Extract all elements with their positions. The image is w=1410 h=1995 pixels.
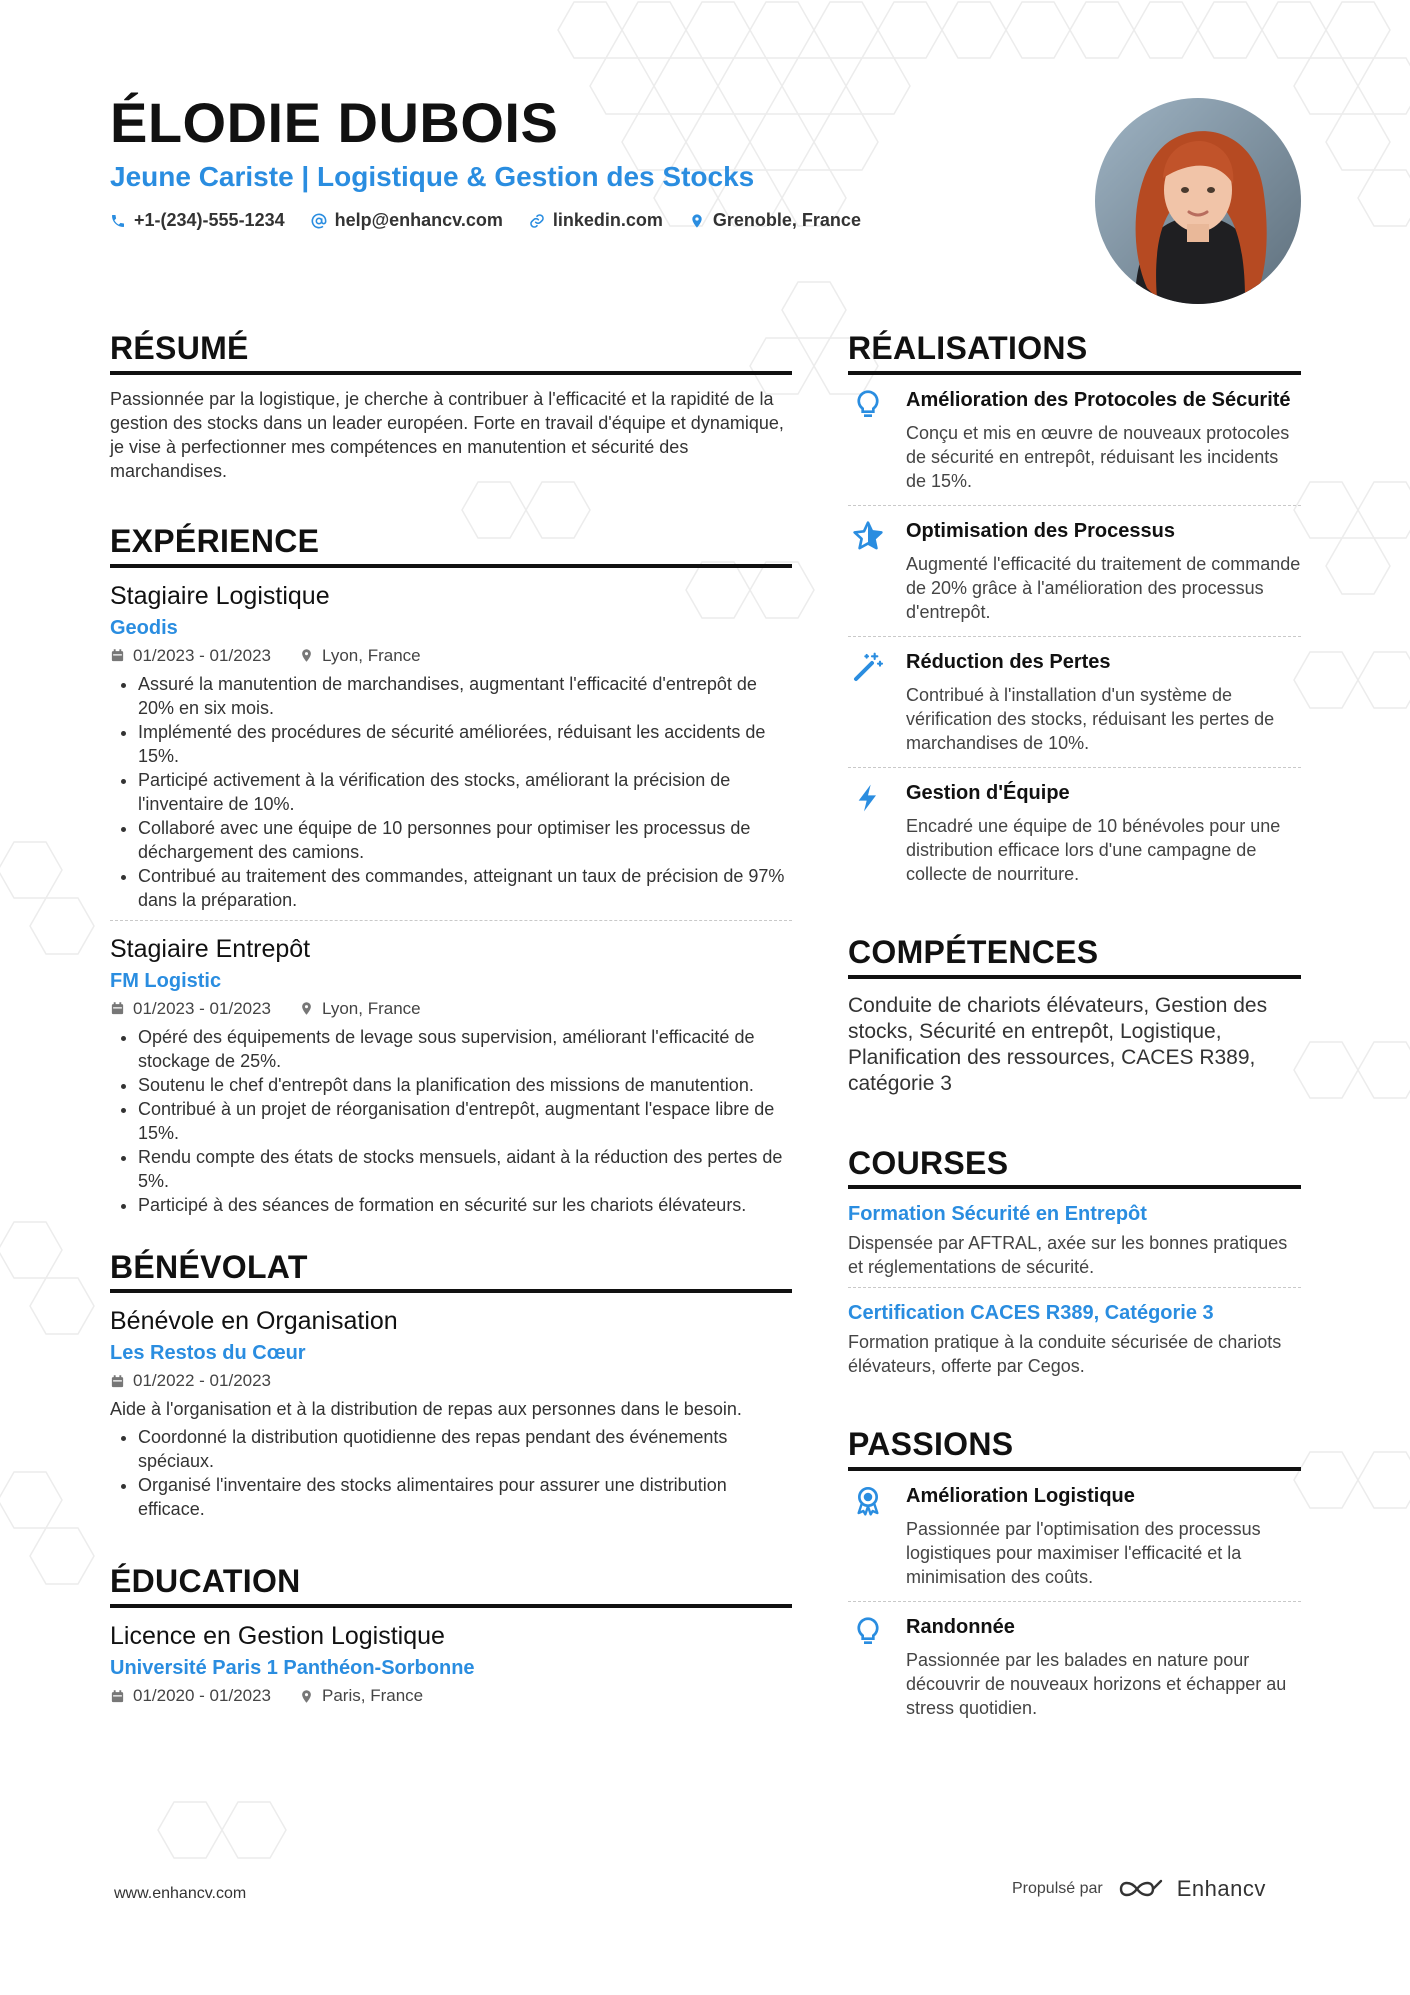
date-text: 01/2022 - 01/2023 xyxy=(133,1371,272,1391)
organization-name[interactable]: Les Restos du Cœur xyxy=(110,1342,306,1365)
bullet-item: • Participé activement à la vérification des stocks, améliorant la précision de l'inventaire de 10%. xyxy=(138,768,792,816)
education-section xyxy=(110,1563,792,1716)
right-column xyxy=(848,330,1301,1772)
candidate-title: Jeune Cariste | Logistique & Gestion des Stocks xyxy=(110,161,755,192)
achievement-title: Optimisation des Processus xyxy=(906,519,1175,542)
date-range xyxy=(110,1369,271,1393)
volunteer-bullets xyxy=(110,1425,792,1521)
volunteer-heading: BÉNÉVOLAT xyxy=(110,1249,792,1294)
passion-desc: Passionnée par l'optimisation des processus logistiques pour maximiser l'efficacité et la minimisation des coûts. xyxy=(906,1519,1261,1588)
achievement-title: Amélioration des Protocoles de Sécurité xyxy=(906,388,1291,411)
education-heading: ÉDUCATION xyxy=(110,1563,792,1608)
passion-desc: Passionnée par les balades en nature pour découvrir de nouveaux horizons et échapper au stress quotidien. xyxy=(906,1650,1287,1719)
achievement-desc: Conçu et mis en œuvre de nouveaux protocoles de sécurité en entrepôt, réduisant les incidents de 15%. xyxy=(906,422,1290,491)
courses-section xyxy=(848,1145,1301,1387)
job-bullets xyxy=(110,1025,792,1217)
job-title: Stagiaire Entrepôt xyxy=(110,934,311,963)
course-title[interactable]: Formation Sécurité en Entrepôt xyxy=(848,1203,1147,1226)
date-range xyxy=(110,1684,271,1708)
profile-photo xyxy=(1095,98,1301,304)
passions-heading: PASSIONS xyxy=(848,1426,1301,1471)
bullet-item: • Opéré des équipements de levage sous supervision, améliorant l'efficacité de stockage de 25%. xyxy=(138,1025,792,1073)
calendar-icon xyxy=(110,1374,125,1389)
contact-phone[interactable] xyxy=(110,210,285,231)
achievement-title: Gestion d'Équipe xyxy=(906,781,1070,804)
experience-section xyxy=(110,523,792,1225)
volunteer-description: Aide à l'organisation et à la distribution de repas aux personnes dans le besoin. xyxy=(110,1399,742,1420)
brand-name: Enhancv xyxy=(1176,1876,1266,1901)
passions-section xyxy=(848,1426,1301,1732)
skills-text: Conduite de chariots élévateurs, Gestion des stocks, Sécurité en entrepôt, Logistique, Planification des ressources, CACES R389, catégorie 3 xyxy=(848,993,1268,1095)
date-text: 01/2020 - 01/2023 xyxy=(133,1686,272,1706)
passion-item xyxy=(848,1471,1301,1601)
location-icon xyxy=(689,213,705,229)
job-bullets xyxy=(110,672,792,912)
calendar-icon xyxy=(110,648,125,663)
star-icon xyxy=(852,520,884,552)
bullet-item: • Organisé l'inventaire des stocks alimentaires pour assurer une distribution efficace. xyxy=(138,1473,792,1521)
footer-website[interactable]: www.enhancv.com xyxy=(114,1885,247,1902)
enhancv-logo-icon xyxy=(1117,1877,1163,1901)
passion-item xyxy=(848,1601,1301,1732)
course-item xyxy=(848,1287,1301,1386)
location-icon xyxy=(299,1001,314,1016)
left-column xyxy=(110,330,792,1756)
volunteer-meta xyxy=(110,1369,792,1393)
link-icon xyxy=(529,213,545,229)
volunteer-section xyxy=(110,1249,792,1530)
course-title[interactable]: Certification CACES R389, Catégorie 3 xyxy=(848,1302,1214,1325)
company-name[interactable]: FM Logistic xyxy=(110,969,222,992)
date-range xyxy=(110,997,271,1021)
location-icon xyxy=(299,648,314,663)
date-text: 01/2023 - 01/2023 xyxy=(133,645,272,665)
summary-heading: RÉSUMÉ xyxy=(110,330,792,375)
volunteer-entry xyxy=(110,1293,792,1529)
lightning-icon xyxy=(852,782,884,814)
phone-icon xyxy=(110,213,126,229)
company-name[interactable]: Geodis xyxy=(110,616,178,639)
powered-by-text: Propulsé par xyxy=(1012,1880,1103,1897)
date-range xyxy=(110,644,271,668)
education-entry xyxy=(110,1608,792,1716)
achievement-desc: Augmenté l'efficacité du traitement de commande de 20% grâce à l'amélioration des processus d'entrepôt. xyxy=(906,553,1301,622)
lightbulb-icon xyxy=(852,389,884,421)
experience-entry xyxy=(110,568,792,920)
achievements-section xyxy=(848,330,1301,898)
email-text: help@enhancv.com xyxy=(334,210,503,230)
location-icon xyxy=(299,1689,314,1704)
location-text: Grenoble, France xyxy=(712,210,861,230)
phone-text: +1-(234)-555-1234 xyxy=(134,210,285,230)
contact-email[interactable] xyxy=(311,210,503,231)
school-location xyxy=(299,1684,423,1708)
calendar-icon xyxy=(110,1689,125,1704)
calendar-icon xyxy=(110,1001,125,1016)
achievement-title: Réduction des Pertes xyxy=(906,650,1111,673)
achievement-item xyxy=(848,505,1301,636)
bullet-item: • Participé à des séances de formation en sécurité sur les chariots élévateurs. xyxy=(138,1193,792,1217)
passion-title: Randonnée xyxy=(906,1616,1015,1639)
job-meta xyxy=(110,644,792,668)
bullet-item: • Coordonné la distribution quotidienne des repas pendant des événements spéciaux. xyxy=(138,1425,792,1473)
contact-linkedin[interactable] xyxy=(529,210,663,231)
achievement-desc: Encadré une équipe de 10 bénévoles pour une distribution efficace lors d'une campagne de collecte de nourriture. xyxy=(906,815,1281,884)
at-icon xyxy=(311,213,327,229)
job-location xyxy=(299,997,421,1021)
bullet-item: • Collaboré avec une équipe de 10 personnes pour optimiser les processus de déchargement des camions. xyxy=(138,816,792,864)
candidate-name: ÉLODIE DUBOIS xyxy=(110,91,559,154)
bullet-item: • Contribué au traitement des commandes, atteignant un taux de précision de 97% dans la préparation. xyxy=(138,864,792,912)
courses-heading: COURSES xyxy=(848,1145,1301,1190)
bullet-item: • Contribué à un projet de réorganisation d'entrepôt, augmentant l'espace libre de 15%. xyxy=(138,1097,792,1145)
job-meta xyxy=(110,997,792,1021)
course-desc: Formation pratique à la conduite sécurisée de chariots élévateurs, offerte par Cegos. xyxy=(848,1332,1282,1377)
course-item xyxy=(848,1189,1301,1287)
course-desc: Dispensée par AFTRAL, axée sur les bonnes pratiques et réglementations de sécurité. xyxy=(848,1233,1288,1278)
achievements-heading: RÉALISATIONS xyxy=(848,330,1301,375)
experience-entry xyxy=(110,920,792,1225)
bullet-item: • Soutenu le chef d'entrepôt dans la planification des missions de manutention. xyxy=(138,1073,792,1097)
skills-section xyxy=(848,934,1301,1097)
award-icon xyxy=(852,1485,884,1517)
location-text: Paris, France xyxy=(322,1686,424,1706)
contact-location xyxy=(689,210,861,231)
job-title: Stagiaire Logistique xyxy=(110,581,330,610)
experience-heading: EXPÉRIENCE xyxy=(110,523,792,568)
location-text: Lyon, France xyxy=(322,645,421,665)
summary-text: Passionnée par la logistique, je cherche à contribuer à l'efficacité et la rapidité de la gestion des stocks dans un leader européen. Forte en travail d'équipe et dynamique, je vise à perfectionner mes compétences en manutention et sécurité des marchandises. xyxy=(110,388,784,481)
achievement-item xyxy=(848,767,1301,898)
school-name[interactable]: Université Paris 1 Panthéon-Sorbonne xyxy=(110,1657,475,1680)
volunteer-role: Bénévole en Organisation xyxy=(110,1307,398,1336)
skills-heading: COMPÉTENCES xyxy=(848,934,1301,979)
achievement-item xyxy=(848,636,1301,767)
job-location xyxy=(299,644,421,668)
bullet-item: • Implémenté des procédures de sécurité améliorées, réduisant les accidents de 15%. xyxy=(138,720,792,768)
location-text: Lyon, France xyxy=(322,998,421,1018)
footer-branding[interactable] xyxy=(1012,1876,1266,1902)
bullet-item: • Rendu compte des états de stocks mensuels, aidant à la réduction des pertes de 5%. xyxy=(138,1145,792,1193)
linkedin-text: linkedin.com xyxy=(552,210,663,230)
degree-title: Licence en Gestion Logistique xyxy=(110,1622,445,1651)
lightbulb-icon xyxy=(852,1616,884,1648)
bullet-item: • Assuré la manutention de marchandises, augmentant l'efficacité d'entrepôt de 20% en six mois. xyxy=(138,672,792,720)
date-text: 01/2023 - 01/2023 xyxy=(133,998,272,1018)
achievement-item xyxy=(848,375,1301,505)
passion-title: Amélioration Logistique xyxy=(906,1485,1135,1508)
summary-section xyxy=(110,330,792,483)
achievement-desc: Contribué à l'installation d'un système de vérification des stocks, réduisant les pertes de marchandises de 10%. xyxy=(906,684,1275,753)
education-meta xyxy=(110,1684,792,1708)
contact-bar xyxy=(110,210,861,231)
magic-wand-icon xyxy=(852,651,884,683)
